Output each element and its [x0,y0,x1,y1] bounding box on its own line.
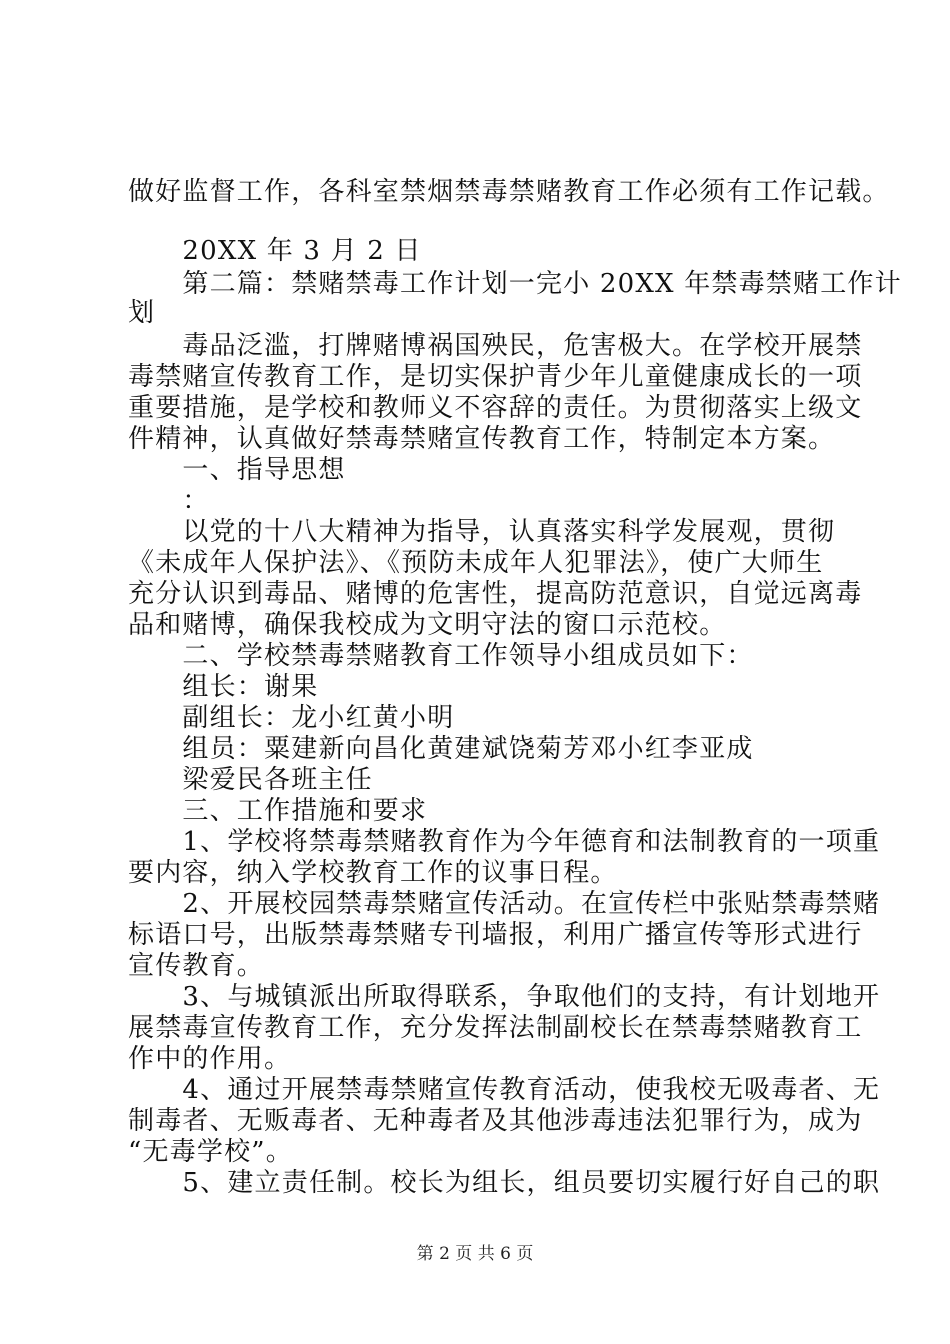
text-line: 《未成年人保护法》、《预防未成年人犯罪法》，使广大师生 [128,548,824,578]
text-line: 充分认识到毒品、赌博的危害性，提高防范意识，自觉远离毒 [128,579,863,609]
text-line: 组长：谢果 [128,672,319,702]
text-line: 副组长：龙小红黄小明 [128,703,455,733]
text-line: 展禁毒宣传教育工作，充分发挥法制副校长在禁毒禁赌教育工 [128,1013,863,1043]
text-line: 宣传教育。 [128,951,265,981]
text-line: 梁爱民各班主任 [128,765,373,795]
text-line: 1、学校将禁毒禁赌教育作为今年德育和法制教育的一项重 [128,827,881,857]
text-line: 5、建立责任制。校长为组长，组员要切实履行好自己的职 [128,1168,881,1198]
text-line: 品和赌博，确保我校成为文明守法的窗口示范校。 [128,610,727,640]
text-line: 标语口号，出版禁毒禁赌专刊墙报，利用广播宣传等形式进行 [128,920,863,950]
text-line: 以党的十八大精神为指导，认真落实科学发展观，贯彻 [128,517,836,547]
text-line: 组员：粟建新向昌化黄建斌饶菊芳邓小红李亚成 [128,734,754,764]
page-number: 第 2 页 共 6 页 [416,1244,534,1264]
section-heading: 第二篇：禁赌禁毒工作计划一完小 20XX 年禁毒禁赌工作计 [128,269,902,299]
date-line: 20XX 年 3 月 2 日 [128,236,422,266]
subheading: 三、工作措施和要求 [128,796,428,826]
text-line: 毒品泛滥，打牌赌博祸国殃民，危害极大。在学校开展禁 [128,331,863,361]
section-heading-cont: 划 [128,298,156,328]
text-line: 4、通过开展禁毒禁赌宣传教育活动，使我校无吸毒者、无 [128,1075,881,1105]
text-line: “无毒学校”。 [128,1137,293,1167]
text-line: 制毒者、无贩毒者、无种毒者及其他涉毒违法犯罪行为，成为 [128,1106,863,1136]
text-line: ： [128,486,210,516]
text-line: 作中的作用。 [128,1044,292,1074]
text-line: 2、开展校园禁毒禁赌宣传活动。在宣传栏中张贴禁毒禁赌 [128,889,881,919]
text-line: 做好监督工作，各科室禁烟禁毒禁赌教育工作必须有工作记载。 [128,177,890,207]
text-line: 重要措施，是学校和教师义不容辞的责任。为贯彻落实上级文 [128,393,863,423]
subheading: 一、指导思想 [128,455,346,485]
text-line: 3、与城镇派出所取得联系，争取他们的支持，有计划地开 [128,982,881,1012]
text-line: 要内容，纳入学校教育工作的议事日程。 [128,858,618,888]
subheading: 二、学校禁毒禁赌教育工作领导小组成员如下： [128,641,754,671]
text-line: 件精神，认真做好禁毒禁赌宣传教育工作，特制定本方案。 [128,424,836,454]
text-line: 毒禁赌宣传教育工作，是切实保护青少年儿童健康成长的一项 [128,362,863,392]
